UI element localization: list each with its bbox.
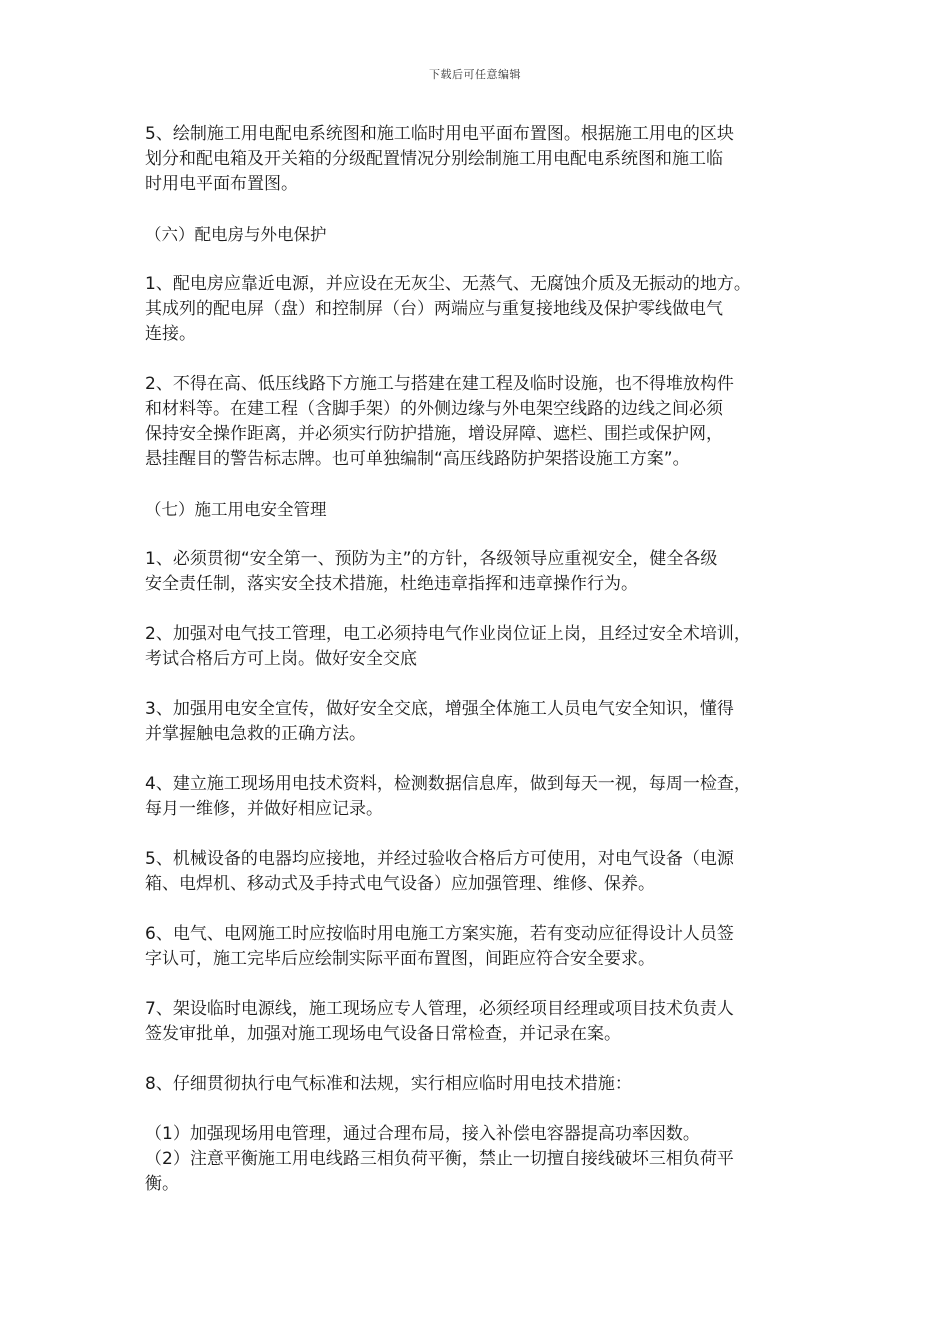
- text-line: 划分和配电箱及开关箱的分级配置情况分别绘制施工用电配电系统图和施工临: [145, 149, 723, 169]
- paragraph-measures-list: [145, 1122, 820, 1197]
- text-line: 5、绘制施工用电配电系统图和施工临时用电平面布置图。根据施工用电的区块: [145, 124, 734, 144]
- text-line: 1、配电房应靠近电源，并应设在无灰尘、无蒸气、无腐蚀介质及无振动的地方。: [145, 274, 751, 294]
- text-line: 2、加强对电气技工管理，电工必须持电气作业岗位证上岗，且经过安全术培训，: [145, 624, 751, 644]
- paragraph-4-records: [145, 772, 820, 822]
- paragraph-5-diagram: [145, 122, 820, 197]
- document-body: [145, 122, 820, 1197]
- text-line: 安全责任制，落实安全技术措施，杜绝违章指挥和违章操作行为。: [145, 574, 638, 594]
- text-line: 时用电平面布置图。: [145, 174, 298, 194]
- heading-text: （七）施工用电安全管理: [145, 500, 327, 519]
- paragraph-5-grounding: [145, 847, 820, 897]
- text-line: 7、架设临时电源线，施工现场应专人管理，必须经项目经理或项目技术负责人: [145, 999, 734, 1019]
- text-line: 2、不得在高、低压线路下方施工与搭建在建工程及临时设施，也不得堆放构件: [145, 374, 734, 394]
- paragraph-3-publicity: [145, 697, 820, 747]
- text-line: 箱、电焊机、移动式及手持式电气设备）应加强管理、维修、保养。: [145, 874, 655, 894]
- paragraph-1-distribution-room: [145, 272, 820, 347]
- text-line: 8、仔细贯彻执行电气标准和法规，实行相应临时用电技术措施：: [145, 1074, 632, 1094]
- text-line: 和材料等。在建工程（含脚手架）的外侧边缘与外电架空线路的边线之间必须: [145, 399, 723, 419]
- text-line: 其成列的配电屏（盘）和控制屏（台）两端应与重复接地线及保护零线做电气: [145, 299, 723, 319]
- text-line: 悬挂醒目的警告标志牌。也可单独编制“高压线路防护架搭设施工方案”。: [145, 449, 690, 469]
- text-line: 5、机械设备的电器均应接地，并经过验收合格后方可使用，对电气设备（电源: [145, 849, 734, 869]
- section-heading-6: [145, 222, 820, 247]
- text-line: 签发审批单，加强对施工现场电气设备日常检查，并记录在案。: [145, 1024, 621, 1044]
- paragraph-8-standards: [145, 1072, 820, 1097]
- text-line: 1、必须贯彻“安全第一、预防为主”的方针，各级领导应重视安全，健全各级: [145, 549, 718, 569]
- text-line: 3、加强用电安全宣传，做好安全交底，增强全体施工人员电气安全知识，懂得: [145, 699, 734, 719]
- paragraph-2-external-power: [145, 372, 820, 472]
- page-header: 下载后可任意编辑: [429, 68, 521, 81]
- text-line: 并掌握触电急救的正确方法。: [145, 724, 366, 744]
- text-line: （2）注意平衡施工用电线路三相负荷平衡，禁止一切擅自接线破坏三相负荷平: [145, 1149, 734, 1169]
- text-line: （1）加强现场用电管理，通过合理布局，接入补偿电容器提高功率因数。: [145, 1124, 700, 1144]
- heading-text: （六）配电房与外电保护: [145, 225, 327, 244]
- section-heading-7: [145, 497, 820, 522]
- text-line: 连接。: [145, 324, 196, 344]
- text-line: 衡。: [145, 1174, 179, 1194]
- text-line: 保持安全操作距离，并必须实行防护措施，增设屏障、遮栏、围拦或保护网，: [145, 424, 723, 444]
- text-line: 考试合格后方可上岗。做好安全交底: [145, 649, 417, 669]
- paragraph-2-electrician: [145, 622, 820, 672]
- paragraph-7-temporary-lines: [145, 997, 820, 1047]
- text-line: 4、建立施工现场用电技术资料，检测数据信息库，做到每天一视，每周一检查，: [145, 774, 751, 794]
- paragraph-1-safety-first: [145, 547, 820, 597]
- paragraph-6-changes: [145, 922, 820, 972]
- text-line: 6、电气、电网施工时应按临时用电施工方案实施，若有变动应征得设计人员签: [145, 924, 734, 944]
- text-line: 每月一维修，并做好相应记录。: [145, 799, 383, 819]
- text-line: 字认可，施工完毕后应绘制实际平面布置图，间距应符合安全要求。: [145, 949, 655, 969]
